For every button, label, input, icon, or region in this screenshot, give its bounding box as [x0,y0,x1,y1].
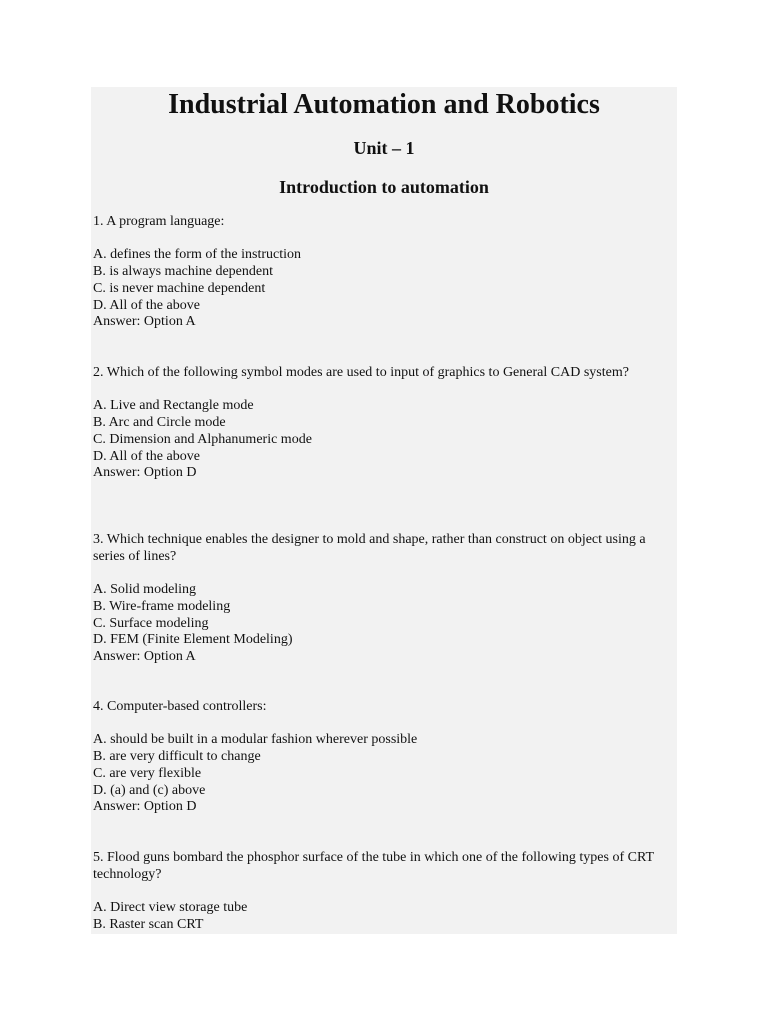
option-b: B. is always machine dependent [93,264,274,280]
answer-line: Answer: Option A [93,314,196,330]
option-a: A. Live and Rectangle mode [93,398,254,414]
section-heading: Introduction to automation [279,177,489,197]
option-d: D. FEM (Finite Element Modeling) [93,632,293,648]
question-stem: 1. A program language: [93,214,225,229]
document-title: Industrial Automation and Robotics [168,89,600,120]
option-b: B. are very difficult to change [93,749,261,765]
option-a: A. Direct view storage tube [93,900,248,916]
option-d: D. All of the above [93,448,200,464]
option-b: B. Arc and Circle mode [93,415,226,431]
option-c: C. are very flexible [93,765,202,781]
option-c: C. is never machine dependent [93,280,266,296]
question-2 [93,365,665,482]
answer-line: Answer: Option D [93,799,197,815]
question-stem: 4. Computer-based controllers: [93,699,267,714]
option-a: A. defines the form of the instruction [93,247,302,263]
answer-line: Answer: Option A [93,648,196,664]
option-b: B. Wire-frame modeling [93,598,231,614]
question-1 [93,214,665,331]
question-3 [93,532,665,666]
option-b: B. Raster scan CRT [93,916,204,932]
document-page [91,87,677,934]
question-stem: 3. Which technique enables the designer to mold and shape, rather than construct on object using a series of lines? [93,532,646,564]
question-4 [93,699,665,816]
question-stem: 5. Flood guns bombard the phosphor surface of the tube in which one of the following types of CRT technology? [93,850,654,882]
question-stem: 2. Which of the following symbol modes are used to input of graphics to General CAD system? [93,365,629,380]
option-c: C. Surface modeling [93,615,209,631]
option-a: A. Solid modeling [93,582,197,598]
option-a: A. should be built in a modular fashion wherever possible [93,732,418,748]
option-d: D. All of the above [93,297,200,313]
question-5 [93,850,665,934]
option-d: D. (a) and (c) above [93,782,206,798]
unit-heading: Unit – 1 [353,138,415,158]
option-c: C. Dimension and Alphanumeric mode [93,431,312,447]
answer-line: Answer: Option D [93,465,197,481]
